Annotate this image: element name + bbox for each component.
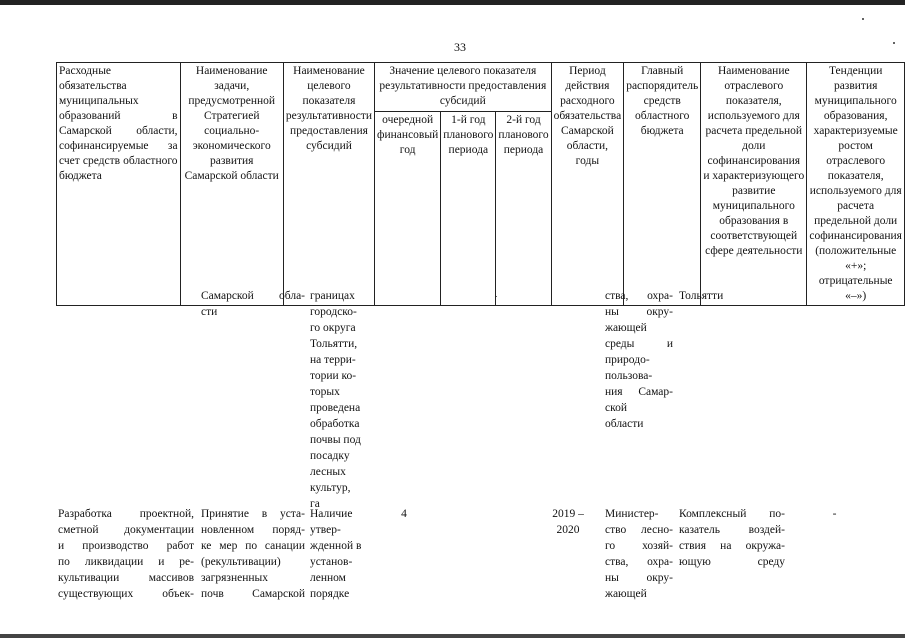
cell-line: почв Самарской	[201, 588, 305, 600]
cell-line: среды и	[605, 338, 673, 350]
cell-line: (рекультивации)	[201, 556, 281, 568]
cell-line: сти	[201, 306, 218, 318]
cell-line: го хозяй-	[605, 540, 673, 552]
cell-line: Принятие в уста-	[201, 508, 305, 520]
cell-line: ны окру-	[605, 572, 673, 584]
header-strategy-task: Наименование задачи, предусмотренной Стратегией социально-экономического развития Самарской области	[180, 63, 283, 306]
header-budget-manager: Главный распорядитель средств областного бюджета	[624, 63, 701, 306]
row1-sector-indicator	[679, 288, 785, 304]
header-expenditure-obligations: Расходные обязательства муниципальных образований в Самарской области, софинансируемые за счет средств областного бюджета	[57, 63, 181, 306]
cell-line: ющую среду	[679, 556, 785, 568]
cell-line: установ-	[310, 556, 353, 568]
scan-speck	[862, 18, 864, 20]
header-development-trends: Тенденции развития муниципального образования, характеризуемые ростом отраслевого показателя, используемого для расчета предельной доли софинансирования (положительные «+»; отрицательные «–»)	[807, 63, 905, 306]
cell-line: Самарской обла-	[201, 290, 305, 302]
row2-next-fiscal-year-value: 4	[401, 508, 407, 520]
cell-line: Комплексный по-	[679, 508, 785, 520]
cell-line: загрязненных	[201, 572, 268, 584]
cell-line: казатель воздей-	[679, 524, 785, 536]
row2-budget-manager	[605, 506, 673, 602]
cell-line: утвер-	[310, 524, 341, 536]
cell-line: 2020	[556, 524, 580, 536]
cell-line: Тольятти	[679, 290, 724, 302]
cell-line: го округа	[310, 322, 356, 334]
cell-line: тории ко-	[310, 370, 357, 382]
row1-target-indicator	[310, 288, 376, 512]
row2-target-indicator	[310, 506, 376, 602]
row2-strategy-task	[201, 506, 305, 602]
cell-line: по ликвидации и ре-	[58, 556, 194, 568]
cell-line: культур,	[310, 482, 351, 494]
cell-line: Наличие	[310, 508, 353, 520]
cell-line: ствия на окружа-	[679, 540, 785, 552]
page-number: 33	[454, 40, 466, 54]
cell-line: новленном поряд-	[201, 524, 305, 536]
cell-line: ке мер по санации	[201, 540, 305, 552]
cell-line: ства, охра-	[605, 290, 673, 302]
cell-line: и производство работ	[58, 540, 194, 552]
header-sector-indicator: Наименование отраслевого показателя, используемого для расчета предельной доли софинансирования и характеризующего развитие муниципального образования в соответствующей сфере деятельности	[701, 63, 807, 306]
row2-obligation-period	[534, 506, 602, 538]
cell-line: ство лесно-	[605, 524, 673, 536]
cell-line: ны окру-	[605, 306, 673, 318]
cell-line: природо-	[605, 354, 650, 366]
row1-budget-manager	[605, 288, 673, 432]
cell-line: культивации массивов	[58, 572, 194, 584]
cell-line: порядке	[310, 588, 350, 600]
header-next-fiscal-year: очередной финансовый год	[375, 111, 441, 305]
cell-line: Разработка проектной,	[58, 508, 194, 520]
cell-line: торых	[310, 386, 340, 398]
header-planning-year-2: 2-й год планового периода	[496, 111, 551, 305]
row2-development-trend: -	[832, 508, 837, 520]
cell-line: ленном	[310, 572, 346, 584]
header-table	[56, 62, 905, 306]
cell-line: жденной в	[310, 540, 362, 552]
header-obligation-period: Период действия расходного обязательства Самарской области, годы	[551, 63, 624, 306]
cell-line: существующих объек-	[58, 588, 194, 600]
cell-line: посадку	[310, 450, 350, 462]
cell-line: проведена	[310, 402, 361, 414]
cell-line: на терри-	[310, 354, 356, 366]
scan-speck	[893, 42, 895, 44]
top-border-rule	[0, 0, 905, 5]
table-body	[56, 288, 880, 628]
cell-line: городско-	[310, 306, 357, 318]
cell-line: 2019 –	[552, 508, 584, 520]
cell-line: границах	[310, 290, 355, 302]
cell-line: пользова-	[605, 370, 653, 382]
row2-expenditure-obligation	[58, 506, 194, 602]
cell-line: лесных	[310, 466, 346, 478]
header-indicator-values: Значение целевого показателя результативности предоставления субсидий	[375, 63, 552, 112]
cell-line: Министер-	[605, 508, 659, 520]
cell-line: га	[310, 498, 320, 510]
cell-line: обработка	[310, 418, 360, 430]
header-planning-year-1: 1-й год планового периода	[441, 111, 496, 305]
cell-line: почвы под	[310, 434, 361, 446]
cell-line: области	[605, 418, 644, 430]
cell-line: жающей	[605, 588, 647, 600]
cell-line: ской	[605, 402, 628, 414]
cell-line: ства, охра-	[605, 556, 673, 568]
row1-strategy-task	[201, 288, 305, 320]
cell-line: Тольятти,	[310, 338, 358, 350]
header-target-indicator: Наименование целевого показателя результативности предоставления субсидий	[283, 63, 374, 306]
bottom-border-rule	[0, 634, 905, 638]
cell-line: жающей	[605, 322, 647, 334]
cell-line: сметной документации	[58, 524, 194, 536]
row2-sector-indicator	[679, 506, 785, 570]
cell-line: ния Самар-	[605, 386, 673, 398]
